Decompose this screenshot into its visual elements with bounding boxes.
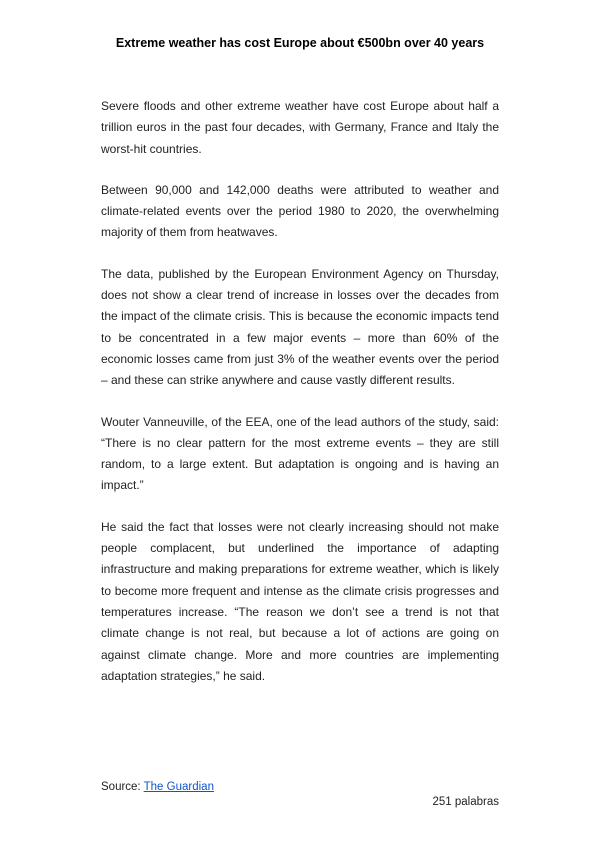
paragraph-2: Between 90,000 and 142,000 deaths were attributed to weather and climate-related events over the period 1980 to 2020, the overwhelming majority of them from heatwaves. [101, 182, 499, 240]
article-body [101, 96, 499, 707]
paragraph-1: Severe floods and other extreme weather have cost Europe about half a trillion euros in the past four decades, with Germany, France and Italy the worst-hit countries. [101, 99, 499, 156]
paragraph-5: He said the fact that losses were not clearly increasing should not make people complacent, but underlined the importance of adapting infrastructure and making preparations for extreme weather, which is likely to become more frequent and intense as the climate crisis progresses and temperatures increase. “The reason we don’t see a trend is not that climate change is not real, but because a lot of actions are going on against climate change. More and more countries are implementing adaptation strategies,” he said. [101, 519, 499, 683]
source-label: Source: [101, 781, 141, 793]
source-line [101, 781, 214, 793]
page-title: Extreme weather has cost Europe about €500bn over 40 years [115, 36, 485, 50]
paragraph-3: The data, published by the European Environment Agency on Thursday, does not show a clear trend of increase in losses over the decades from the impact of the climate crisis. This is because the economic impacts tend to be concentrated in a few major events – more than 60% of the economic losses came from just 3% of the weather events over the period – and these can strike anywhere and cause vastly different results. [101, 266, 499, 388]
source-link[interactable]: The Guardian [143, 781, 214, 793]
paragraph-4: Wouter Vanneuville, of the EEA, one of the lead authors of the study, said: “There is no clear pattern for the most extreme events – they are still random, to a large extent. But adaptation is ongoing and is having an impact.” [101, 414, 499, 493]
word-count: 251 palabras [432, 796, 499, 808]
